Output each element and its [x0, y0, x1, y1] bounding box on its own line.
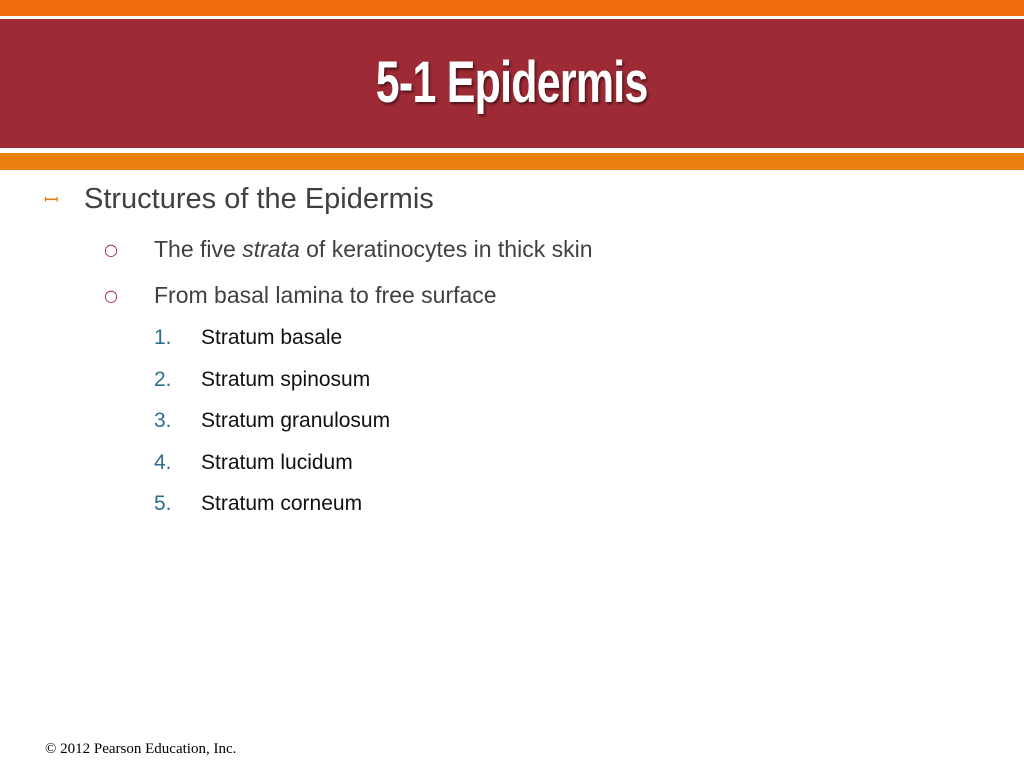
bullet-heading: Structures of the Epidermis	[84, 183, 434, 215]
list-item	[154, 326, 342, 350]
bottom-accent-stripe	[0, 153, 1024, 170]
list-label: Stratum lucidum	[201, 451, 353, 474]
top-accent-stripe	[0, 0, 1024, 16]
list-label: Stratum corneum	[201, 492, 363, 515]
list-number: 3.	[154, 409, 172, 432]
slide-title: 5-1 Epidermis	[376, 50, 648, 115]
list-number: 5.	[154, 492, 172, 515]
list-number: 2.	[154, 368, 172, 391]
title-banner	[0, 19, 1024, 148]
bullet-level1	[44, 183, 434, 216]
list-label: Stratum spinosum	[201, 368, 371, 391]
bullet-level2	[104, 282, 497, 309]
list-item	[154, 492, 362, 516]
list-item	[154, 409, 390, 433]
circle-bullet-icon: ○	[104, 286, 118, 305]
list-label: Stratum basale	[201, 326, 343, 349]
list-item	[154, 368, 370, 392]
subpoint-text: The five strata of keratinocytes in thick skin	[154, 236, 593, 262]
bullet-level2	[104, 236, 592, 263]
list-label: Stratum granulosum	[201, 409, 391, 432]
copyright-footer: © 2012 Pearson Education, Inc.	[45, 741, 237, 757]
subpoint-text: From basal lamina to free surface	[154, 282, 497, 308]
list-item	[154, 451, 353, 475]
swash-bullet-icon: ꟷ	[44, 189, 59, 211]
circle-bullet-icon: ○	[104, 240, 118, 259]
list-number: 4.	[154, 451, 172, 474]
list-number: 1.	[154, 326, 172, 349]
subpoint-emphasis: strata	[242, 236, 300, 262]
